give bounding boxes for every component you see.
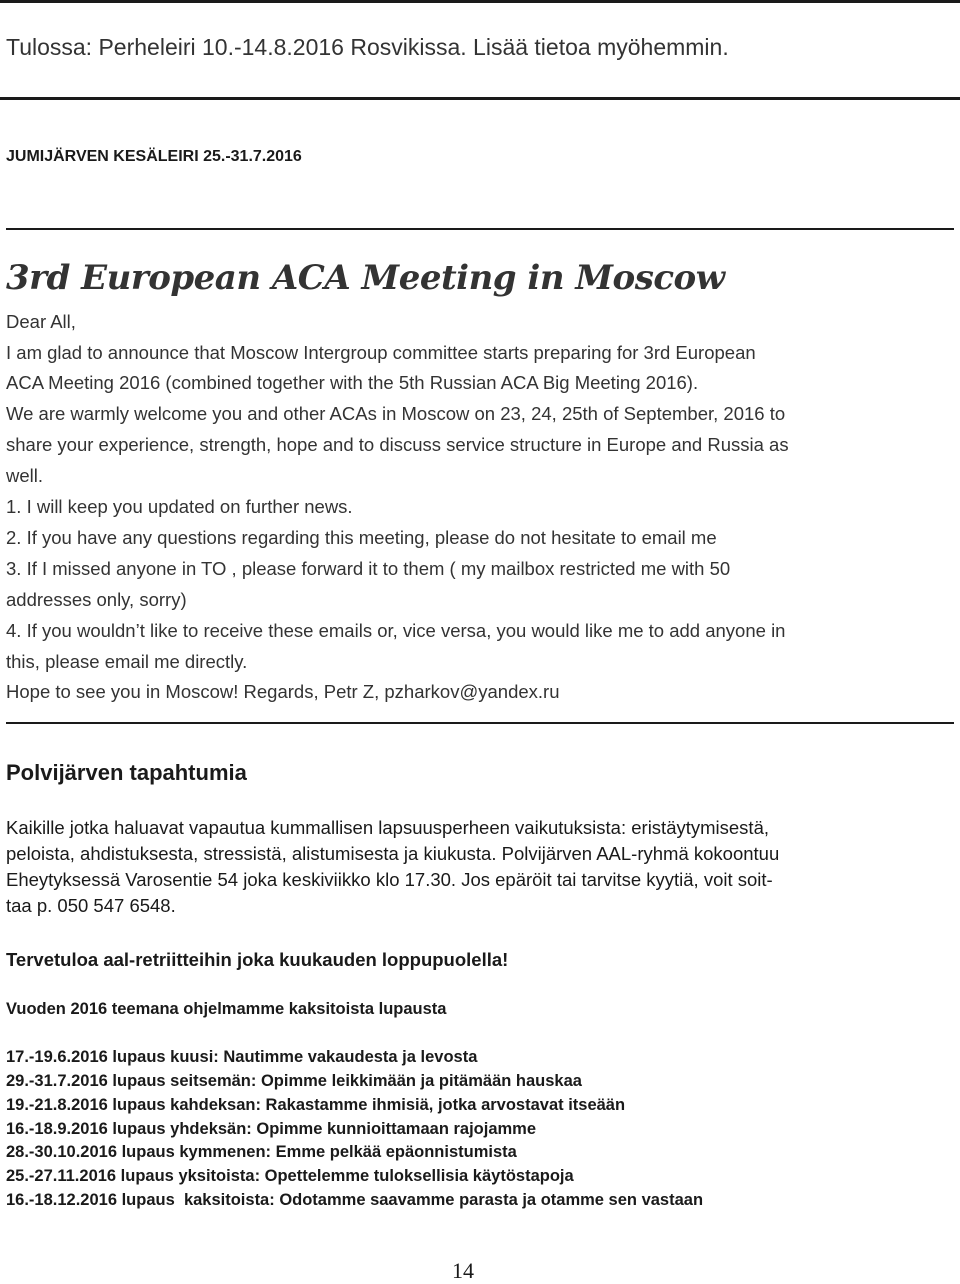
top-rule [0,0,960,3]
aca-meeting-title: 3rd European ACA Meeting in Moscow [6,258,725,298]
aca-list-item: 4. If you wouldn’t like to receive these emails or, vice versa, you would like me to add anyone in [6,620,786,641]
aca-list-item: 3. If I missed anyone in TO , please forward it to them ( my mailbox restricted me with 50 [6,558,731,579]
aca-list-item: 2. If you have any questions regarding this meeting, please do not hesitate to email me [6,527,717,548]
announcement-rule [0,97,960,100]
polvijarvi-line: Kaikille jotka haluavat vapautua kummallisen lapsuusperheen vaikutuksista: eristäytymisestä, [6,817,769,838]
aca-line: share your experience, strength, hope and to discuss service structure in Europe and Russia as [6,434,789,455]
retreats-heading: Tervetuloa aal-retriitteihin joka kuukauden loppupuolella! [6,949,509,970]
aca-line: We are warmly welcome you and other ACAs in Moscow on 23, 24, 25th of September, 2016 to [6,403,786,424]
aca-line: Dear All, [6,311,76,332]
promise-item: 25.-27.11.2016 lupaus yksitoista: Opettelemme tuloksellisia käytöstapoja [6,1167,574,1185]
section-divider-2 [6,722,954,724]
camp-heading: JUMIJÄRVEN KESÄLEIRI 25.-31.7.2016 [6,148,302,165]
section-divider-1 [6,228,954,230]
polvijarvi-line: Eheytyksessä Varosentie 54 joka keskiviikko klo 17.30. Jos epäröit tai tarvitse kyytiä, voit soit- [6,869,773,890]
polvijarvi-line: taa p. 050 547 6548. [6,895,176,916]
aca-line: ACA Meeting 2016 (combined together with the 5th Russian ACA Big Meeting 2016). [6,372,699,393]
theme-heading: Vuoden 2016 teemana ohjelmamme kaksitoista lupausta [6,1000,447,1018]
promise-item: 29.-31.7.2016 lupaus seitsemän: Opimme leikkimään ja pitämään hauskaa [6,1072,582,1090]
promise-item: 28.-30.10.2016 lupaus kymmenen: Emme pelkää epäonnistumista [6,1143,517,1161]
page-number: 14 [452,1258,474,1283]
aca-list-item: addresses only, sorry) [6,589,187,610]
polvijarvi-title: Polvijärven tapahtumia [6,760,247,785]
promise-item: 17.-19.6.2016 lupaus kuusi: Nautimme vakaudesta ja levosta [6,1048,478,1066]
aca-closing-line: Hope to see you in Moscow! Regards, Petr Z, pzharkov@yandex.ru [6,681,560,702]
promise-item: 19.-21.8.2016 lupaus kahdeksan: Rakastamme ihmisiä, jotka arvostavat itseään [6,1096,626,1114]
promise-item: 16.-18.12.2016 lupaus kaksitoista: Odotamme saavamme parasta ja otamme sen vastaan [6,1191,704,1209]
polvijarvi-line: peloista, ahdistuksesta, stressistä, alistumisesta ja kiukusta. Polvijärven AAL-ryhmä kokoontuu [6,843,780,864]
aca-line: I am glad to announce that Moscow Intergroup committee starts preparing for 3rd European [6,342,756,363]
aca-line: well. [6,465,44,486]
promise-item: 16.-18.9.2016 lupaus yhdeksän: Opimme kunnioittamaan rajojamme [6,1120,537,1138]
aca-list-item: 1. I will keep you updated on further news. [6,496,353,517]
announcement-text: Tulossa: Perheleiri 10.-14.8.2016 Rosvikissa. Lisää tietoa myöhemmin. [6,34,729,60]
aca-list-item: this, please email me directly. [6,651,248,672]
